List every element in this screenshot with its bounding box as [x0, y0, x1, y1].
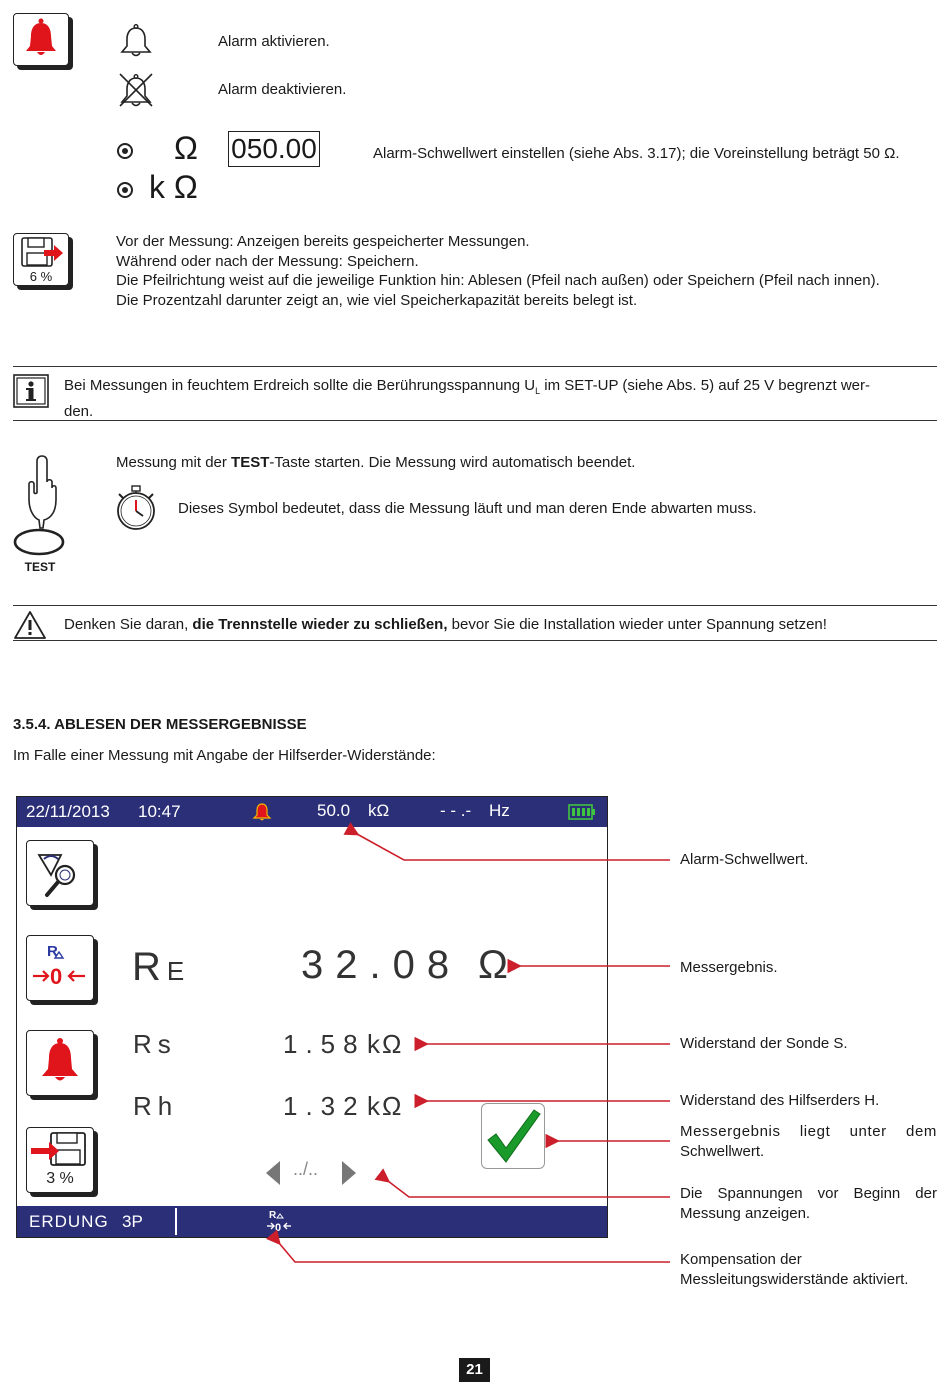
screen-alarm-value: 50.0: [317, 801, 351, 820]
info-text-after: im SET-UP (siehe Abs. 5) auf 25 V begrenzt wer-: [540, 377, 870, 394]
arrow-compensation: [279, 1243, 670, 1262]
screen-freq-value: - - .-: [440, 801, 472, 820]
arrow-alarm: [357, 834, 670, 860]
threshold-field[interactable]: 050.00: [228, 131, 320, 167]
re-unit: Ω: [478, 943, 508, 987]
annotation-result: Messergebnis.: [680, 959, 778, 976]
annotation-aux-h: Widerstand des Hilfserders H.: [680, 1092, 880, 1109]
screen-alarm-unit: kΩ: [368, 801, 390, 820]
alarm-deactivate-text: Alarm deaktivieren.: [218, 81, 347, 98]
annotation-alarm: Alarm-Schwellwert.: [680, 851, 809, 868]
annotation-voltages-line1: Die Spannungen vor Beginn der: [680, 1185, 937, 1202]
arrow-voltages: [388, 1181, 670, 1197]
rs-unit: kΩ: [367, 1029, 404, 1059]
re-label-sub: E: [166, 956, 185, 986]
svg-text:0: 0: [50, 964, 63, 989]
annotation-voltages-line2: Messung anzeigen.: [680, 1205, 811, 1222]
rh-label: Rh: [133, 1091, 179, 1121]
screen-memory-percent: 3 %: [46, 1170, 74, 1187]
svg-text:R: R: [269, 1210, 277, 1221]
page-number: 21: [459, 1358, 490, 1382]
annotation-compensation-line1: Kompensation der: [680, 1251, 802, 1268]
rs-label: Rs: [133, 1029, 177, 1059]
unit-kohm: k Ω: [149, 169, 198, 205]
re-label-main: R: [132, 945, 161, 989]
test-label: TEST: [24, 560, 56, 574]
info-text-line2: den.: [64, 402, 94, 420]
rh-value: 1.32: [283, 1091, 366, 1121]
section-heading: 3.5.4. ABLESEN DER MESSERGEBNISSE: [13, 716, 307, 733]
alarm-activate-text: Alarm aktivieren.: [218, 33, 330, 50]
memory-line: Vor der Messung: Anzeigen bereits gespeicherter Messungen.: [116, 233, 530, 250]
timer-text: Dieses Symbol bedeutet, dass die Messung läuft und man deren Ende abwarten muss.: [178, 500, 757, 517]
rh-unit: kΩ: [367, 1091, 404, 1121]
memory-line: Während oder nach der Messung: Speichern.: [116, 252, 419, 270]
memory-line: Die Pfeilrichtung weist auf die jeweilige Funktion hin: Ablesen (Pfeil nach außen) oder Speichern (Pfeil nach innen).: [116, 272, 880, 289]
annotation-below-threshold-line1: Messergebnis liegt unter dem: [680, 1123, 937, 1140]
warning-text-bold: die Trennstelle wieder zu schließen,: [192, 616, 448, 633]
nav-center-indicator: ../..: [293, 1159, 319, 1179]
screen-time: 10:47: [138, 802, 181, 821]
annotation-compensation: [680, 1250, 908, 1290]
annotation-compensation-line2: Messleitungswiderstände aktiviert.: [680, 1271, 909, 1288]
unit-ohm: Ω: [174, 130, 198, 166]
test-text-before: Messung mit der: [116, 454, 232, 471]
annotation-below-threshold: [680, 1122, 937, 1162]
test-text-bold: TEST: [231, 454, 270, 471]
test-text-after: -Taste starten. Die Messung wird automatisch beendet.: [269, 454, 636, 471]
threshold-text: Alarm-Schwellwert einstellen (siehe Abs. 3.17); die Voreinstellung beträgt 50 Ω.: [373, 145, 900, 162]
section-intro: Im Falle einer Messung mit Angabe der Hilfserder-Widerstände:: [13, 747, 436, 764]
info-text-sub: L: [535, 386, 541, 396]
footer-mode: ERDUNG: [29, 1212, 109, 1231]
info-text-before: Bei Messungen in feuchtem Erdreich sollte die Berührungsspannung U: [64, 377, 536, 394]
annotation-probe-s: Widerstand der Sonde S.: [680, 1035, 848, 1052]
svg-text:0: 0: [275, 1222, 282, 1234]
annotation-voltages: [680, 1184, 937, 1224]
screen-date: 22/11/2013: [26, 802, 110, 821]
svg-text:R: R: [47, 943, 58, 960]
screen-freq-unit: Hz: [489, 801, 510, 820]
footer-sub: 3P: [122, 1212, 143, 1231]
warning-text-after: bevor Sie die Installation wieder unter Spannung setzen!: [447, 616, 827, 633]
re-value: 32.08: [301, 943, 462, 987]
memory-percent: 6 %: [29, 269, 53, 284]
rs-value: 1.58: [283, 1029, 366, 1059]
annotation-below-threshold-line2: Schwellwert.: [680, 1143, 765, 1160]
memory-line: Die Prozentzahl darunter zeigt an, wie viel Speicherkapazität bereits belegt ist.: [116, 291, 638, 309]
warning-text-before: Denken Sie daran,: [64, 616, 193, 633]
